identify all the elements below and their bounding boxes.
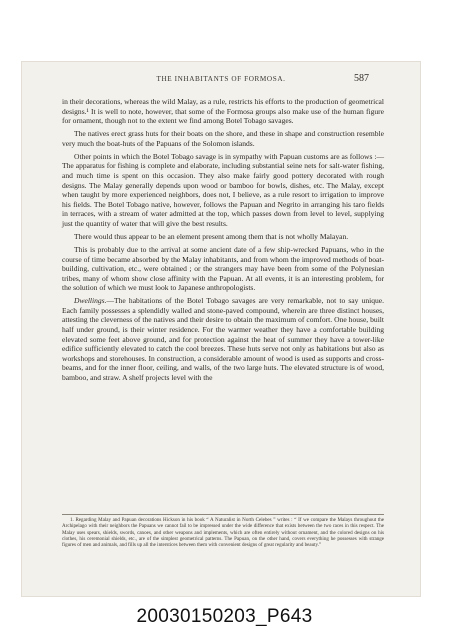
book-page [21,61,421,597]
footnote-divider [62,514,384,515]
image-caption: 20030150203_P643 [136,606,313,627]
dwellings-lead-in: Dwellings. [74,296,107,306]
page-number: 587 [354,73,369,84]
dwellings-paragraph [62,296,384,382]
paragraph: in their decorations, whereas the wild Malay, as a rule, restricts his efforts to the production of geometrical designs.¹ It is well to note, however, that some of the Formosa groups also make use of the human figure for ornament, though not to the extent we find among Botel Tobago savages. [62,97,384,126]
footnote [62,517,384,548]
dwellings-text: —The habitations of the Botel Tobago savages are very remarkable, not to say unique. Each family possesses a splendidly walled and stone-paved compound, wherein are three distinct houses, attesting the cleverness of the natives and their desire to obtain the maximum of comfort. One house, built half under ground, is their winter residence. For the warmer weather they have a comfortable building elevated some feet above ground, and for protection against the heat of summer they have a tower-like edifice sufficiently elevated to catch the cool breezes. These huts serve not only as habitations but also as workshops and storehouses. In construction, a considerable amount of wood is used as supports and cross-beams, and for the inner floor, ceiling, and walls, of the two large huts. The elevated structure is of wood, bamboo, and straw. A shelf projects level with the [62,296,384,382]
paragraph: This is probably due to the arrival at some ancient date of a few ship-wrecked Papuans, who in the course of time became absorbed by the Malay inhabitants, and from whom the improved methods of boat-building, cultivation, etc., were obtained ; or the strangers may have been from some of the Polynesian tribes, many of whom show close affinity with the Papuan. At all events, it is an interesting problem, for the solution of which we must look to Japanese anthropologists. [62,245,384,293]
running-head [21,75,421,87]
running-title: THE INHABITANTS OF FORMOSA. [156,75,286,83]
paragraph: There would thus appear to be an element present among them that is not wholly Malayan. [74,231,349,241]
paragraph: The natives erect grass huts for their boats on the shore, and these in shape and construction resemble very much the boat-huts of the Papuans of the Solomon islands. [62,129,384,148]
paragraph: Other points in which the Botel Tobago savage is in sympathy with Papuan customs are as follows :—The apparatus for fishing is complete and elaborate, including substantial seine nets for salt-water fishing, and much time is spent on this occasion. They also make fairly good pottery decorated with rough designs. The Malay generally depends upon wood or bamboo for bowls, dishes, etc. The Malay, except when taught by more experienced neighbors, does not, I believe, as a rule resort to irrigation to improve his fields. The Botel Tobago native, however, follows the Papuan and Negrito in arranging his taro fields in terraces, with a stream of water admitted at the top, which passes down from level to level, supplying just the quantity of water that will give the best results. [62,151,384,228]
footnote-text: 1. Regarding Malay and Papuan decorations Hickson in his book “ A Naturalist in North Celebes ” writes : “ If we compare the Malays throughout the Archipelago with their neighbors the Papuans we cannot fail to be impressed under the wide difference that exists between the two races in this respect. The Malay uses spears, shields, swords, canoes, and other weapons and implements, which are often entirely without ornament, and the colored designs on his clothes, his ceremonial shields, etc., are of the simplest geometrical patterns. The Papuan, on the other hand, covers everything he possesses with strange figures of men and animals, and fills up all the interstices between them with convenient designs of great regularity and beauty.” [62,517,384,549]
body-text [62,97,384,386]
